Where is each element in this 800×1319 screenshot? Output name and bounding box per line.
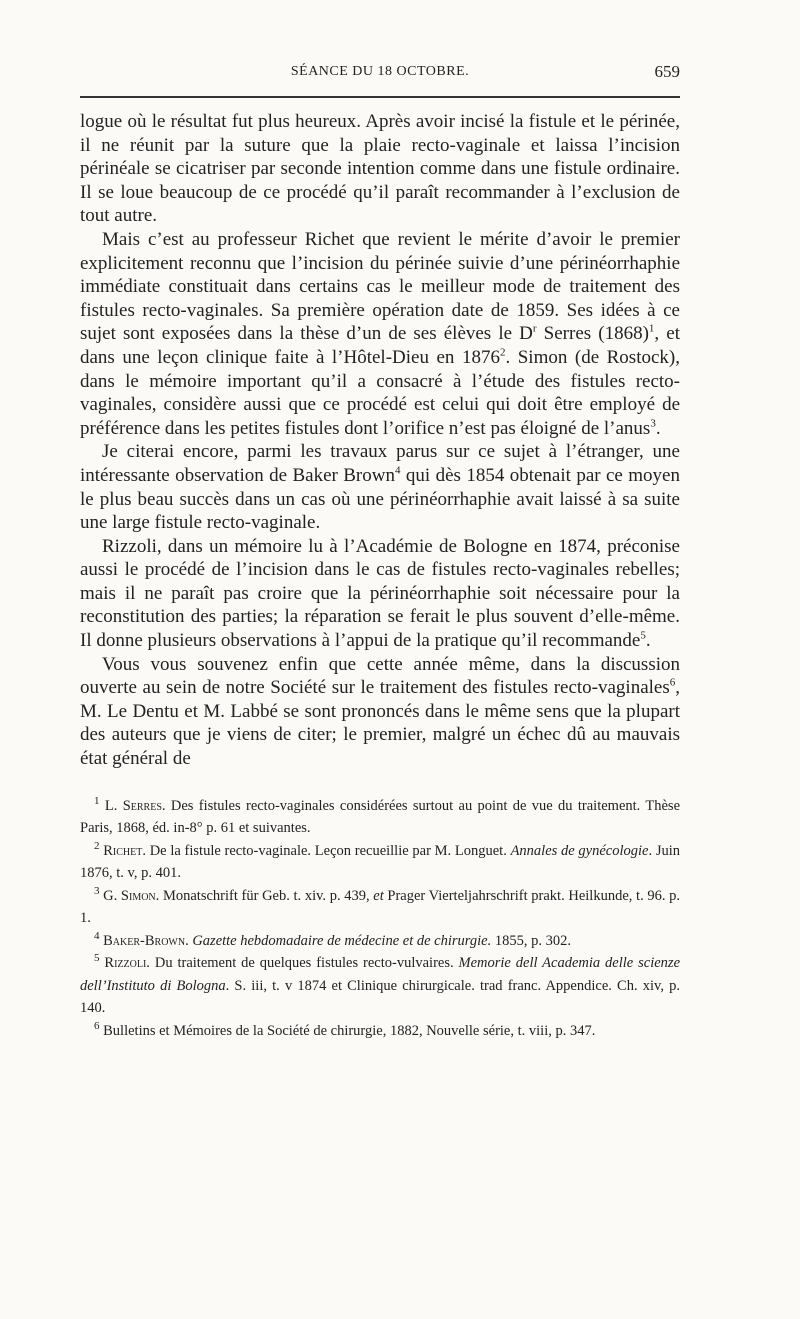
paragraph-text: Serres (1868) [536, 323, 649, 345]
footnote-number: 3 [94, 884, 100, 897]
footnote-text: Bulletins et Mémoires de la Société de chirurgie, 1882, Nouvelle série, t. viii, p. 347. [99, 1022, 596, 1039]
footnote-journal: Memorie dell Academia delle scienze dell’Instituto di Bologna [80, 955, 681, 994]
running-title [80, 64, 680, 80]
footnote-author: Baker-Brown. [103, 932, 189, 949]
footnote-text: Des fistules recto-vaginales considérées surtout au point de vue du traitement. Thèse Paris, 1868, éd. in-8° p. 61 et suivantes. [80, 797, 680, 837]
footnote-author: Rizzoli. [104, 955, 150, 972]
header-rule [80, 96, 680, 98]
footnote [80, 1020, 680, 1043]
body-text [80, 110, 680, 771]
footnote-ref[interactable]: 5 [640, 629, 646, 642]
footnote-text: 1855, p. 302. [491, 932, 571, 949]
superscript: r [532, 323, 537, 336]
footnote-ref[interactable]: 3 [650, 417, 656, 430]
footnote-ref[interactable]: 4 [394, 464, 401, 477]
footnote-author: Richet. [103, 842, 146, 859]
paragraph [80, 440, 680, 534]
paragraph: logue où le résultat fut plus heureux. Après avoir incisé la fistule et le périnée, il ne réunit par la suture que la plaie recto-vaginale et laissa l’incision périnéale se cicatriser par seconde intention comme dans une fistule ordinaire. Il se loue beaucoup de ce procédé qu’il paraît recommander à l’exclusion de tout autre. [80, 111, 680, 227]
paragraph-text: . [655, 417, 661, 439]
footnote-journal: Gazette hebdomadaire de médecine et de chirurgie. [188, 932, 492, 949]
paragraph-text: Vous vous souvenez enfin que cette année même, dans la discussion ouverte au sein de notre Société sur le traitement des fistules recto-vaginales [80, 653, 680, 699]
footnote [80, 930, 680, 953]
footnote-author: L. Serres. [104, 797, 166, 814]
footnote-ref[interactable]: 6 [669, 676, 676, 689]
footnote-journal: Annales de gynécologie [510, 842, 649, 859]
paragraph [80, 535, 680, 653]
footnote [80, 952, 680, 1020]
paragraph-text: Mais c’est au professeur Richet que revient le mérite d’avoir le premier explicitement reconnu que l’incision du périnée suivie d’une périnéorrhaphie immédiate constituait dans certains cas le meilleur mode de traitement des fistules recto-vaginales. Sa première opération date de 1859. Ses idées à ce sujet sont exposées dans la thèse d’un de ses élèves le D [80, 228, 680, 345]
paragraph-text: Je citerai encore, parmi les travaux parus sur ce sujet à l’étranger, une intéressante observation de Baker Brown [80, 441, 680, 486]
footnote [80, 795, 680, 840]
paragraph-text: Rizzoli, dans un mémoire lu à l’Académie de Bologne en 1874, préconise aussi le procédé de l’incision dans le cas de fistules recto-vaginales rebelles; mais il ne paraît pas croire que la périnéorrhaphie soit nécessaire pour la reconstitution des parties; la réparation se ferait le plus souvent d’elle-même. Il donne plusieurs observations à l’appui de la pratique qu’il recommande [80, 535, 680, 652]
paragraph [80, 653, 680, 771]
footnote-text: . S. iii, t. v 1874 et Clinique chirurgicale. trad franc. Appendice. Ch. xiv, p. 140. [80, 977, 680, 1017]
footnote-text: Monatschrift für Geb. t. xiv. p. 439, [159, 887, 374, 904]
paragraph-text: qui dès 1854 obtenait par ce moyen le plus beau succès dans un cas où une périnéorrhaphie avait laissé à sa suite une large fistule recto-vaginale. [80, 464, 680, 534]
footnote [80, 840, 680, 885]
footnote-text: Du traitement de quelques fistules recto-vulvaires. [149, 955, 459, 972]
footnote-number: 5 [94, 952, 100, 965]
paragraph-text: . Simon (de Rostock), dans le mémoire important qu’il a consacré à l’étude des fistules recto-vaginales, considère aussi que ce procédé est celui qui doit être employé de préférence dans les petites fistules dont l’orifice n’est pas éloigné de l’anus [80, 346, 680, 439]
paragraph-text: . [645, 630, 651, 652]
footnote-italic: et [373, 887, 384, 904]
footnote-ref[interactable]: 1 [648, 323, 655, 336]
paragraph-text: , et dans une leçon clinique faite à l’Hôtel-Dieu en 1876 [80, 323, 680, 368]
paragraph [80, 228, 680, 440]
title-prefix: SÉANCE DU [290, 64, 378, 79]
footnote-number: 6 [94, 1019, 100, 1032]
title-month: OCTOBRE. [392, 64, 470, 79]
footnote-text: Prager Vierteljahrschrift prakt. Heilkunde, t. 96. p. 1. [80, 887, 681, 927]
footnote-text: De la fistule recto-vaginale. Leçon recueillie par M. Longuet. [145, 842, 511, 859]
book-page [80, 60, 680, 1042]
footnote-ref[interactable]: 2 [499, 346, 506, 359]
footnote-number: 2 [94, 839, 100, 852]
page-number: 659 [654, 62, 680, 81]
footnote-number: 1 [94, 794, 100, 807]
footnotes [80, 795, 680, 1043]
title-day: 18 [377, 64, 393, 79]
footnote-number: 4 [94, 929, 100, 942]
footnote [80, 885, 680, 930]
footnote-author: G. Simon. [103, 887, 160, 904]
running-header [80, 60, 680, 90]
paragraph-text: , M. Le Dentu et M. Labbé se sont prononcés dans le même sens que la plupart des auteurs que je viens de citer; le premier, malgré un échec dû au mauvais état général de [80, 677, 680, 770]
footnote-text: . Juin 1876, t. v, p. 401. [80, 842, 681, 882]
